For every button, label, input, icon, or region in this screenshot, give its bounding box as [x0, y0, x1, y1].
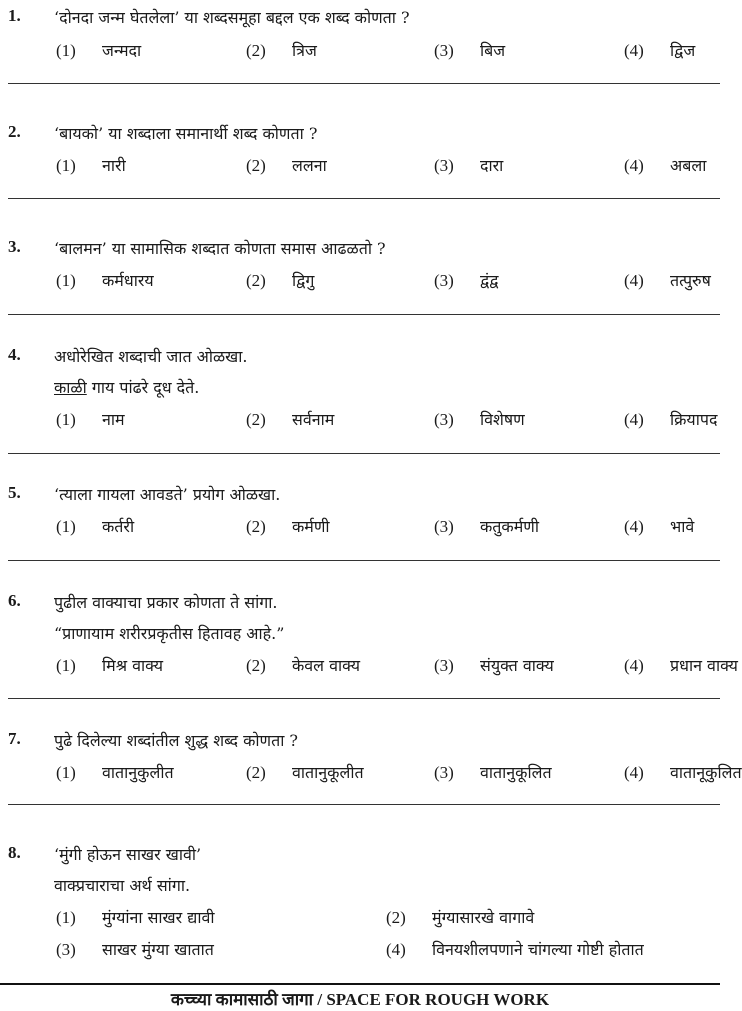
- option-1[interactable]: [56, 906, 215, 928]
- option-text: वातानुकुलीत: [102, 763, 174, 782]
- option-text: बिज: [480, 41, 506, 60]
- option-number: (4): [624, 517, 644, 536]
- underlined-word: काळी: [54, 378, 87, 397]
- option-4[interactable]: [624, 269, 711, 291]
- option-text: नाम: [102, 410, 125, 429]
- question-number: 8.: [8, 843, 21, 862]
- option-2[interactable]: [246, 761, 364, 783]
- option-text: मुंग्यासारखे वागावे: [432, 908, 535, 927]
- option-number: (2): [246, 656, 266, 675]
- option-text: संयुक्त वाक्य: [480, 656, 554, 675]
- option-text: द्विज: [670, 41, 696, 60]
- option-text: नारी: [102, 156, 126, 175]
- option-text: त्रिज: [292, 41, 317, 60]
- question-divider: [8, 453, 720, 454]
- option-1[interactable]: [56, 408, 125, 430]
- option-3[interactable]: [434, 761, 552, 783]
- question-divider: [8, 560, 720, 561]
- option-text: प्रधान वाक्य: [670, 656, 738, 675]
- option-number: (2): [246, 41, 266, 60]
- option-number: (2): [386, 908, 406, 927]
- question-divider: [8, 314, 720, 315]
- footer-separator: /: [317, 990, 323, 1009]
- option-text: जन्मदा: [102, 41, 142, 60]
- option-text: वातानूकुलित: [670, 763, 742, 782]
- option-text: द्वंद्व: [480, 271, 499, 290]
- option-number: (3): [434, 41, 454, 60]
- option-text: कतुकर्मणी: [480, 517, 539, 536]
- option-text: वातानुकूलित: [480, 763, 552, 782]
- question-number: 4.: [8, 345, 21, 364]
- option-3[interactable]: [434, 654, 554, 676]
- option-number: (1): [56, 156, 76, 175]
- option-1[interactable]: [56, 761, 174, 783]
- option-number: (1): [56, 271, 76, 290]
- option-number: (1): [56, 908, 76, 927]
- option-text: द्विगु: [292, 271, 315, 290]
- footer-rule: [0, 983, 720, 985]
- option-3[interactable]: [434, 408, 525, 430]
- option-text: विनयशीलपणाने चांगल्या गोष्टी होतात: [432, 940, 644, 959]
- question-text: पुढे दिलेल्या शब्दांतील शुद्ध शब्द कोणता ?: [54, 731, 299, 750]
- option-number: (4): [386, 940, 406, 959]
- question-divider: [8, 198, 720, 199]
- question-subtext: वाक्प्रचाराचा अर्थ सांगा.: [54, 876, 191, 895]
- option-text: मिश्र वाक्य: [102, 656, 164, 675]
- question-sentence: [54, 376, 199, 398]
- option-text: विशेषण: [480, 410, 525, 429]
- question-divider: [8, 698, 720, 699]
- option-number: (1): [56, 517, 76, 536]
- question-number: 6.: [8, 591, 21, 610]
- option-1[interactable]: [56, 269, 154, 291]
- option-number: (3): [434, 763, 454, 782]
- question-text: ‘बालमन’ या सामासिक शब्दात कोणता समास आढळतो ?: [54, 239, 386, 258]
- question-number: 3.: [8, 237, 21, 256]
- option-number: (2): [246, 271, 266, 290]
- option-1[interactable]: [56, 654, 163, 676]
- option-text: सर्वनाम: [292, 410, 335, 429]
- option-number: (4): [624, 41, 644, 60]
- option-number: (2): [246, 763, 266, 782]
- option-text: कर्तरी: [102, 517, 135, 536]
- question-text: अधोरेखित शब्दाची जात ओळखा.: [54, 347, 248, 366]
- option-text: कर्मणी: [292, 517, 330, 536]
- question-text: ‘त्याला गायला आवडते’ प्रयोग ओळखा.: [54, 485, 281, 504]
- option-4[interactable]: [624, 654, 738, 676]
- rough-work-footer: [0, 987, 720, 1010]
- option-number: (1): [56, 656, 76, 675]
- option-4[interactable]: [386, 938, 644, 960]
- option-text: केवल वाक्य: [292, 656, 360, 675]
- option-2[interactable]: [246, 515, 330, 537]
- option-text: दारा: [480, 156, 504, 175]
- option-number: (4): [624, 271, 644, 290]
- option-4[interactable]: [624, 515, 694, 537]
- option-3[interactable]: [434, 515, 539, 537]
- question-number: 5.: [8, 483, 21, 502]
- option-number: (2): [246, 410, 266, 429]
- option-1[interactable]: [56, 515, 134, 537]
- question-text: पुढील वाक्याचा प्रकार कोणता ते सांगा.: [54, 593, 278, 612]
- option-2[interactable]: [246, 654, 360, 676]
- option-text: भावे: [670, 517, 695, 536]
- option-number: (3): [434, 517, 454, 536]
- question-divider: [8, 804, 720, 805]
- question-number: 1.: [8, 6, 21, 25]
- option-4[interactable]: [624, 39, 695, 61]
- option-number: (4): [624, 656, 644, 675]
- option-3[interactable]: [434, 269, 498, 291]
- option-number: (4): [624, 763, 644, 782]
- option-text: क्रियापद: [670, 410, 718, 429]
- option-text: कर्मधारय: [102, 271, 154, 290]
- option-text: मुंग्यांना साखर द्यावी: [102, 908, 215, 927]
- option-number: (3): [434, 271, 454, 290]
- option-4[interactable]: [624, 761, 742, 783]
- option-number: (1): [56, 410, 76, 429]
- option-number: (4): [624, 156, 644, 175]
- option-number: (3): [434, 156, 454, 175]
- option-4[interactable]: [624, 408, 717, 430]
- question-text: ‘बायको’ या शब्दाला समानार्थी शब्द कोणता ?: [54, 124, 318, 143]
- question-text: ‘दोनदा जन्म घेतलेला’ या शब्दसमूहा बद्दल एक शब्द कोणता ?: [54, 8, 410, 27]
- option-number: (3): [434, 656, 454, 675]
- question-divider: [8, 83, 720, 84]
- option-3[interactable]: [56, 938, 214, 960]
- question-sentence: “प्राणायाम शरीरप्रकृतीस हितावह आहे.”: [54, 624, 285, 643]
- question-number: 7.: [8, 729, 21, 748]
- option-number: (3): [56, 940, 76, 959]
- option-text: तत्पुरुष: [670, 271, 711, 290]
- option-2[interactable]: [246, 39, 317, 61]
- option-4[interactable]: [624, 154, 706, 176]
- option-number: (2): [246, 156, 266, 175]
- option-1[interactable]: [56, 154, 126, 176]
- option-number: (1): [56, 763, 76, 782]
- option-number: (1): [56, 41, 76, 60]
- option-text: साखर मुंग्या खातात: [102, 940, 214, 959]
- option-number: (3): [434, 410, 454, 429]
- option-text: वातानुकूलीत: [292, 763, 364, 782]
- option-number: (2): [246, 517, 266, 536]
- option-1[interactable]: [56, 39, 141, 61]
- question-text: ‘मुंगी होऊन साखर खावी’: [54, 845, 202, 864]
- footer-english-label: SPACE FOR ROUGH WORK: [326, 990, 550, 1009]
- option-2[interactable]: [246, 408, 334, 430]
- option-number: (4): [624, 410, 644, 429]
- option-2[interactable]: [386, 906, 534, 928]
- option-3[interactable]: [434, 39, 505, 61]
- option-2[interactable]: [246, 154, 327, 176]
- footer-marathi-label: कच्च्या कामासाठी जागा: [170, 990, 314, 1009]
- question-number: 2.: [8, 122, 21, 141]
- option-3[interactable]: [434, 154, 503, 176]
- option-text: अबला: [670, 156, 707, 175]
- option-2[interactable]: [246, 269, 314, 291]
- option-text: ललना: [292, 156, 327, 175]
- sentence-rest: गाय पांढरे दूध देते.: [86, 378, 200, 397]
